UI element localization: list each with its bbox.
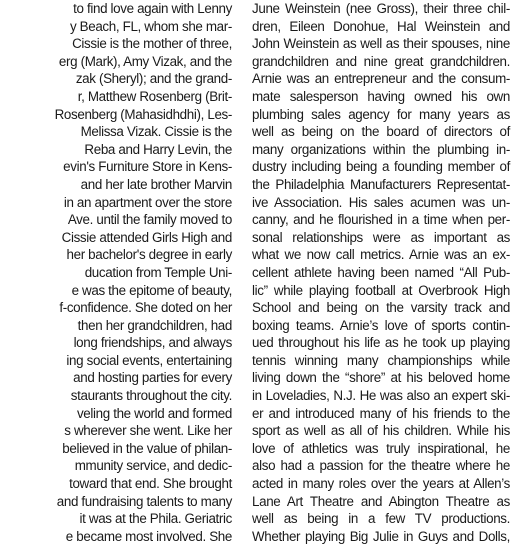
text-line: canny, and he flourished in a time when per- (252, 212, 510, 228)
text-line: dren, Eileen Donohue, Hal Weinstein and (252, 18, 511, 34)
text-line: lic” while playing football at Overbrook High (252, 282, 511, 298)
text-line: toward that end. She brought (69, 476, 232, 492)
text-line: e was the epitome of beauty, (71, 282, 232, 298)
text-line: living down the “shore” at his beloved home (252, 370, 511, 386)
text-line: y Beach, FL, whom she mar- (69, 18, 232, 34)
text-line: what we now call metrics. Arnie was an ex- (252, 247, 510, 263)
text-line: dustry including being a founding member of (252, 159, 511, 175)
text-line: e became most involved. She (65, 528, 232, 544)
text-line: and hosting parties for every (73, 370, 232, 386)
obituary-column-right (252, 0, 512, 545)
text-line: acted in many roles over the years at Allen’s (252, 476, 511, 492)
text-line: and fundraising talents to many (56, 493, 232, 509)
text-line: mate salesperson having owned his own (252, 88, 510, 104)
text-line: evin's Furniture Store in Kens- (63, 159, 232, 175)
text-line: also had a passion for the theatre where he (252, 458, 510, 474)
text-line: er and introduced many of his friends to the (252, 405, 510, 421)
text-line: love of athletics was truly inspirational, he (252, 440, 510, 456)
text-line: School and being on the varsity track and (252, 300, 510, 316)
column-gutter (234, 0, 250, 512)
text-line: her bachelor's degree in early (66, 247, 232, 263)
text-line: to find love again with Lenny (73, 1, 232, 16)
text-line: the Philadelphia Manufacturers Representat- (252, 176, 511, 192)
text-line: many organizations within the plumbing in- (252, 141, 510, 157)
obituary-column-left (0, 0, 232, 545)
text-line: and her late brother Marvin (80, 176, 232, 192)
text-line: ing social events, entertaining (66, 352, 232, 368)
text-line: staurants throughout the city. (70, 388, 232, 404)
text-line: veling the world and formed (76, 405, 232, 421)
text-line: in an apartment over the store (63, 194, 232, 210)
text-line: Cissie attended Girls High and (61, 229, 232, 245)
text-line: erg (Mark), Amy Vizak, and the (58, 53, 232, 69)
text-line: well as being on the board of directors of (252, 124, 510, 140)
text-line: Rosenberg (Mahasidhdhi), Les- (54, 106, 232, 122)
text-line: grandchildren and nine great grandchildren. (252, 53, 511, 69)
text-line: Whether playing Big Julie in Guys and Dolls, (252, 528, 511, 544)
text-line: Melissa Vizak. Cissie is the (80, 124, 232, 140)
text-line: long friendships, and always (73, 335, 232, 351)
text-line: plumbing sales agency for many years as (252, 106, 510, 122)
text-line: sonal relationships were as important as (252, 229, 511, 245)
text-line: f-confidence. She doted on her (59, 300, 232, 316)
text-line: ive Association. His sales acumen was un- (252, 194, 510, 210)
text-line: then her grandchildren, had (77, 317, 232, 333)
text-line: Arnie was an entrepreneur and the consum- (252, 71, 511, 87)
text-line: sport as well as all of his children. While his (252, 423, 510, 439)
text-line: ducation from Temple Uni- (84, 264, 232, 280)
text-line: ued throughout his life as he took up playing (252, 335, 510, 351)
text-line: it was at the Phila. Geriatric (79, 511, 232, 527)
text-line: Lane Art Theatre and Abington Theatre as (252, 493, 511, 509)
text-line: believed in the value of philan- (62, 440, 232, 456)
text-line: r, Matthew Rosenberg (Brit- (77, 88, 232, 104)
text-line: zak (Sheryl); and the grand- (75, 71, 232, 87)
text-line: Ave. until the family moved to (67, 212, 232, 228)
text-line: mmunity service, and dedic- (74, 458, 232, 474)
text-line: boxing teams. Arnie’s love of sports contin- (252, 317, 510, 333)
text-line: in Loveladies, N.J. He was also an expert ski- (252, 388, 510, 404)
text-line: Reba and Harry Levin, the (84, 141, 232, 157)
text-line: John Weinstein as well as their spouses, nine (252, 36, 510, 52)
text-line: tennis winning many championships while (252, 352, 510, 368)
text-line: s wherever she went. Like her (64, 423, 232, 439)
text-line: June Weinstein (nee Gross), their three chil- (252, 1, 510, 16)
text-line: cellent athlete having been named “All Pub- (252, 264, 510, 280)
text-line: Cissie is the mother of three, (72, 36, 232, 52)
text-line: well as being in a few TV productions. (252, 511, 511, 527)
